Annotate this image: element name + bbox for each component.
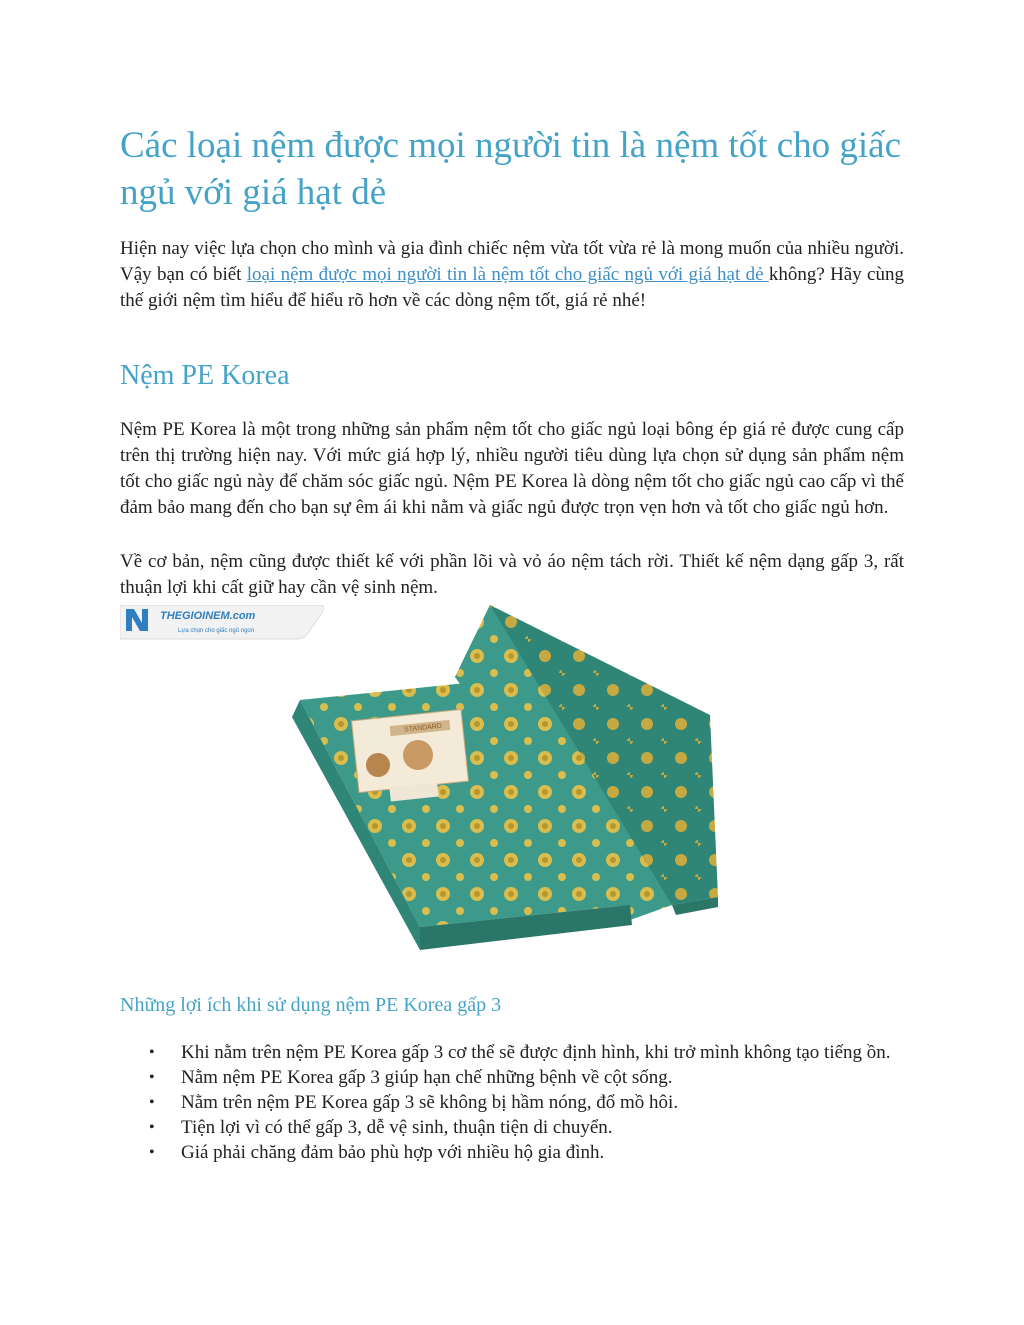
- list-item: • Giá phải chăng đảm bảo phù hợp với nhiều hộ gia đình.: [149, 1142, 605, 1163]
- bullet: •: [149, 1069, 155, 1086]
- list-item: • Nằm trên nệm PE Korea gấp 3 sẽ không bị hầm nóng, đổ mồ hôi.: [149, 1092, 679, 1113]
- intro-text-before: Hiện nay việc lựa chọn cho mình và gia đình chiếc nệm vừa tốt vừa rẻ là mong muốn của nhiều người. Vậy bạn có biết: [120, 238, 904, 285]
- bullet: •: [149, 1144, 155, 1161]
- bullet: •: [149, 1094, 155, 1111]
- section-paragraph-2: Về cơ bản, nệm cũng được thiết kế với phần lõi và vỏ áo nệm tách rời. Thiết kế nệm dạng gấp 3, rất thuận lợi khi cất giữ hay cần vệ sinh nệm.: [120, 551, 904, 598]
- brand-logo-tagline: Lựa chọn cho giấc ngủ ngon: [178, 628, 255, 634]
- intro-text-after: không? Hãy cùng thế giới nệm tìm hiểu để hiểu rõ hơn về các dòng nệm tốt, giá rẻ nhé!: [120, 264, 904, 311]
- product-label-text: STANDARD: [403, 722, 443, 734]
- benefits-list: [120, 1040, 904, 1165]
- page-title: Các loại nệm được mọi người tin là nệm tốt cho giấc ngủ với giá hạt dẻ: [120, 125, 902, 213]
- bullet: •: [149, 1119, 155, 1136]
- bullet: •: [149, 1044, 155, 1061]
- section-heading: Nệm PE Korea: [120, 360, 290, 391]
- brand-logo: [120, 605, 324, 639]
- list-item: • Khi nằm trên nệm PE Korea gấp 3 cơ thể sẽ được định hình, khi trở mình không tạo tiếng ồn.: [149, 1042, 891, 1063]
- section-paragraph-1: Nệm PE Korea là một trong những sản phẩm nệm tốt cho giấc ngủ loại bông ép giá rẻ được cung cấp trên thị trường hiện nay. Với mức giá hợp lý, nhiều người tiêu dùng lựa chọn sử dụng sản phẩm nệm tốt cho giấc ngủ này để chăm sóc giấc ngủ. Nệm PE Korea là dòng nệm tốt cho giấc ngủ cao cấp vì thế đảm bảo mang đến cho bạn sự êm ái khi nằm và giấc ngủ được trọn vẹn hơn và tốt cho giấc ngủ hơn.: [120, 419, 904, 518]
- benefits-heading: Những lợi ích khi sử dụng nệm PE Korea gấp 3: [120, 994, 502, 1016]
- intro-paragraph: [120, 236, 904, 314]
- list-item: • Tiện lợi vì có thể gấp 3, dễ vệ sinh, thuận tiện di chuyển.: [149, 1117, 613, 1138]
- intro-link[interactable]: loại nệm được mọi người tin là nệm tốt cho giấc ngủ với giá hạt dẻ: [246, 264, 769, 285]
- mattress-image: [120, 605, 725, 975]
- brand-logo-text: THEGIOINEM.com: [160, 610, 256, 622]
- list-item: • Nằm nệm PE Korea gấp 3 giúp hạn chế những bệnh về cột sống.: [149, 1067, 673, 1088]
